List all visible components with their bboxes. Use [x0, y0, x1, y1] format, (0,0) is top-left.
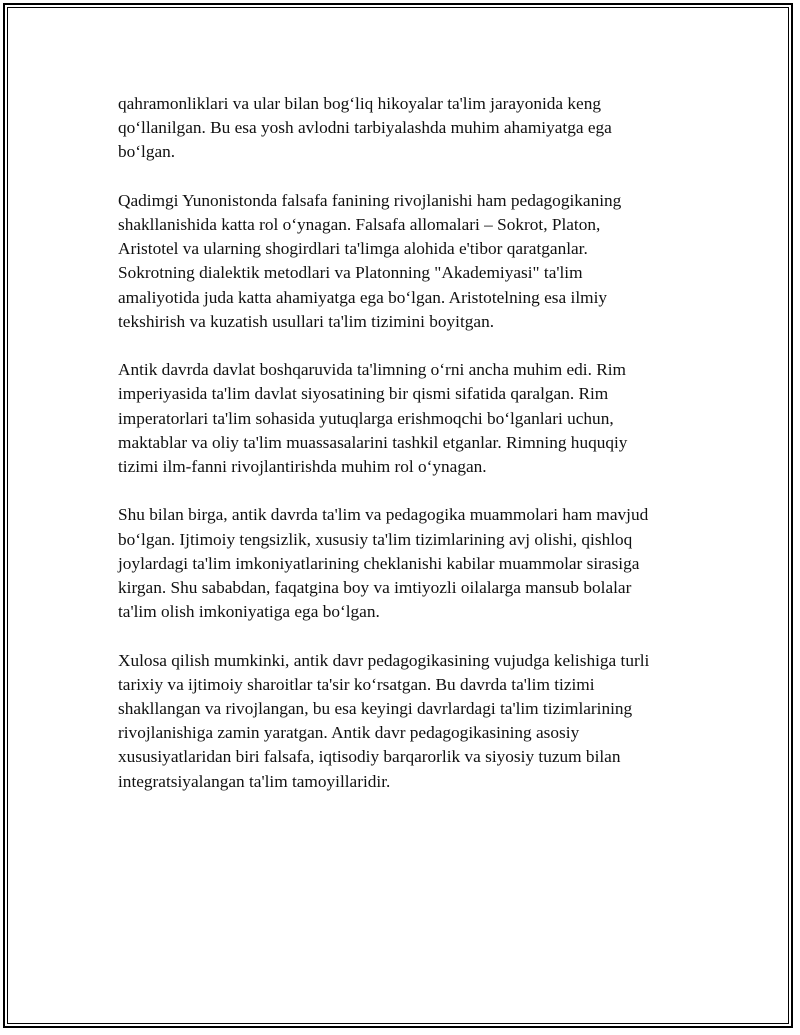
text-line: xususiyatlaridan biri falsafa, iqtisodiy barqarorlik va siyosiy tuzum bilan	[118, 747, 621, 767]
text-line: qahramonliklari va ular bilan bog‘liq hikoyalar ta'lim jarayonida keng	[118, 94, 601, 113]
text-line: maktablar va oliy ta'lim muassasalarini tashkil etganlar. Rimning huquqiy	[118, 432, 628, 452]
paragraph	[118, 189, 698, 334]
text-line: amaliyotida juda katta ahamiyatga ega bo‘lgan. Aristotelning esa ilmiy	[118, 287, 608, 307]
paragraph	[118, 358, 698, 479]
text-line: imperiyasida ta'lim davlat siyosatining bir qismi sifatida qaralgan. Rim	[118, 384, 609, 404]
text-line: rivojlanishiga zamin yaratgan. Antik davr pedagogikasining asosiy	[118, 723, 580, 743]
text-line: Sokrotning dialektik metodlari va Platonning "Akademiyasi" ta'lim	[118, 263, 583, 283]
document-body	[118, 92, 698, 818]
text-line: kirgan. Shu sababdan, faqatgina boy va imtiyozli oilalarga mansub bolalar	[118, 578, 632, 598]
text-line: Shu bilan birga, antik davrda ta'lim va pedagogika muammolari ham mavjud	[118, 505, 649, 525]
text-line: shakllanishida katta rol o‘ynagan. Falsafa allomalari – Sokrot, Platon,	[118, 215, 601, 234]
paragraph	[118, 503, 698, 624]
text-line: Xulosa qilish mumkinki, antik davr pedagogikasining vujudga kelishiga turli	[118, 650, 650, 670]
text-line: tekshirish va kuzatish usullari ta'lim tizimini boyitgan.	[118, 311, 495, 331]
paragraph	[118, 649, 698, 794]
text-line: integratsiyalangan ta'lim tamoyillaridir.	[118, 771, 391, 791]
text-line: tarixiy va ijtimoiy sharoitlar ta'sir ko‘rsatgan. Bu davrda ta'lim tizimi	[118, 674, 595, 694]
text-line: tizimi ilm-fanni rivojlantirishda muhim rol o‘ynagan.	[118, 457, 487, 477]
text-line: Aristotel va ularning shogirdlari ta'limga alohida e'tibor qaratganlar.	[118, 239, 588, 259]
text-line: qo‘llanilgan. Bu esa yosh avlodni tarbiyalashda muhim ahamiyatga ega	[118, 118, 612, 138]
paragraph	[118, 92, 698, 165]
text-line: imperatorlari ta'lim sohasida yutuqlarga erishmoqchi bo‘lganlari uchun,	[118, 408, 614, 428]
text-line: joylardagi ta'lim imkoniyatlarining cheklanishi kabilar muammolar sirasiga	[118, 553, 640, 573]
text-line: Antik davrda davlat boshqaruvida ta'limning o‘rni ancha muhim edi. Rim	[118, 360, 626, 380]
text-line: shakllangan va rivojlangan, bu esa keyingi davrlardagi ta'lim tizimlarining	[118, 699, 633, 719]
text-line: bo‘lgan.	[118, 142, 176, 162]
text-line: Qadimgi Yunonistonda falsafa fanining rivojlanishi ham pedagogikaning	[118, 190, 622, 210]
text-line: ta'lim olish imkoniyatiga ega bo‘lgan.	[118, 602, 380, 622]
text-line: bo‘lgan. Ijtimoiy tengsizlik, xususiy ta'lim tizimlarining avj olishi, qishloq	[118, 529, 633, 549]
